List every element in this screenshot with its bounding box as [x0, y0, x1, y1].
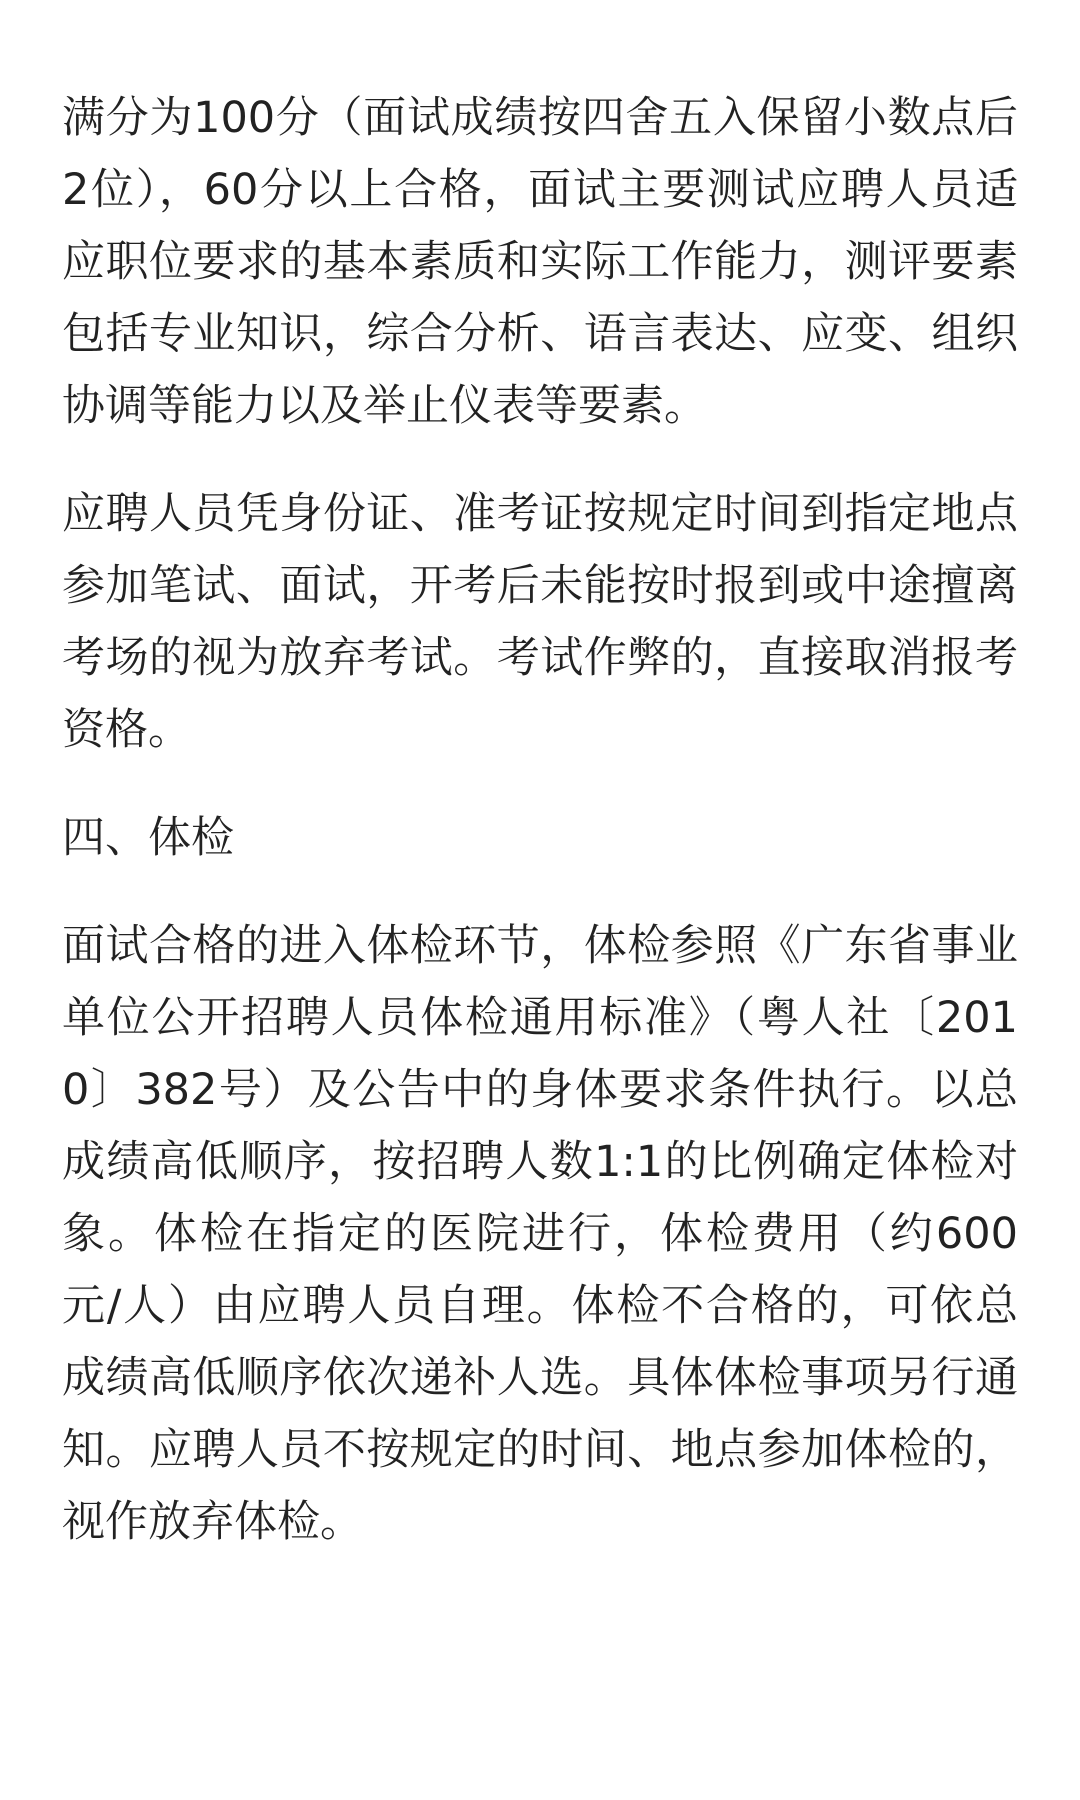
paragraph-physical-exam: 面试合格的进入体检环节，体检参照《广东省事业单位公开招聘人员体检通用标准》（粤人社〔2010〕382号）及公告中的身体要求条件执行。以总成绩高低顺序，按招聘人数1:1的比例确定体检对象。体检在指定的医院进行，体检费用（约600元/人）由应聘人员自理。体检不合格的，可依总成绩高低顺序依次递补人选。具体体检事项另行通知。应聘人员不按规定的时间、地点参加体检的，视作放弃体检。 — [62, 921, 1018, 1547]
paragraph-interview-scoring: 满分为100分（面试成绩按四舍五入保留小数点后2位），60分以上合格，面试主要测试应聘人员适应职位要求的基本素质和实际工作能力，测评要素包括专业知识，综合分析、语言表达、应变、组织协调等能力以及举止仪表等要素。 — [62, 93, 1018, 431]
paragraph-exam-rules: 应聘人员凭身份证、准考证按规定时间到指定地点参加笔试、面试，开考后未能按时报到或中途擅离考场的视为放弃考试。考试作弊的，直接取消报考资格。 — [62, 489, 1018, 755]
section-heading-physical-exam: 四、体检 — [62, 813, 234, 863]
article-body — [62, 82, 1018, 1594]
